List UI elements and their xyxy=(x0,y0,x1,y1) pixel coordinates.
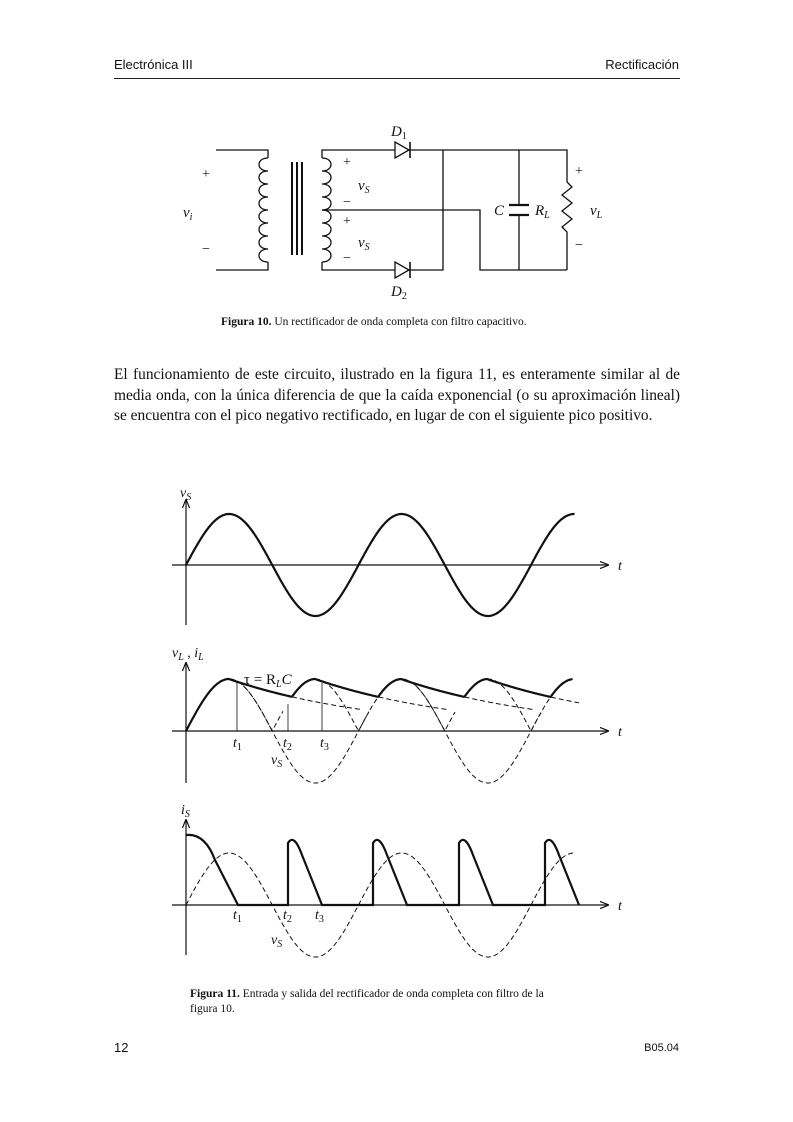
figure-11-caption-line1: Entrada y salida del rectificador de onda completa con filtro de la xyxy=(239,988,544,1000)
label-vs-top-plus: + xyxy=(343,155,351,170)
document-code: B05.04 xyxy=(644,1042,679,1054)
figure-11-caption-line2: figura 10. xyxy=(190,1003,235,1015)
plot2-t1: $t_1$ xyxy=(233,736,242,753)
label-vi: $v_i$ xyxy=(183,205,193,223)
header-left-title: Electrónica III xyxy=(114,57,193,72)
label-vl: $v_L$ xyxy=(590,203,603,221)
figure-10-caption-text: Un rectificador de onda completa con filtro capacitivo. xyxy=(271,316,527,328)
label-vl-minus: − xyxy=(575,238,583,253)
label-vs-bottom-plus: + xyxy=(343,214,351,229)
body-paragraph: El funcionamiento de este circuito, ilustrado en la figura 11, es enteramente similar al de media onda, con la única diferencia de que la caída exponencial (o su aproximación lineal) se encuentra con el pico negativo rectificado, en lugar de con el siguiente pico positivo. xyxy=(114,366,680,424)
plot3-t1: $t_1$ xyxy=(233,908,242,925)
plot2-tau-label: $\tau = R_LC$ xyxy=(244,672,292,690)
plot1-ylabel: $v_S$ xyxy=(180,486,192,503)
label-rl: $R_L$ xyxy=(535,203,550,221)
page-number: 12 xyxy=(114,1040,129,1055)
plot3-is-current-pulses xyxy=(186,835,579,905)
plot2-vs-label: $v_S$ xyxy=(271,753,283,770)
label-vs-top-minus: − xyxy=(343,195,351,210)
header-right-title: Rectificación xyxy=(605,57,679,72)
plot3-vs-label: $v_S$ xyxy=(271,933,283,950)
label-vs-top: $v_S$ xyxy=(358,178,370,196)
plot2-t-label: t xyxy=(618,725,622,740)
plot3-ylabel: $i_S$ xyxy=(181,803,190,820)
plot2-t3: $t_3$ xyxy=(320,736,329,753)
plot2-t2: $t_2$ xyxy=(283,736,292,753)
plot3-t-label: t xyxy=(618,899,622,914)
figure-11-caption-label: Figura 11. xyxy=(190,988,240,1000)
label-vl-plus: + xyxy=(575,164,583,179)
plot3-t3: $t_3$ xyxy=(315,908,324,925)
label-vs-bottom: $v_S$ xyxy=(358,235,370,253)
plot2-ylabel: $v_L$ , $i_L$ xyxy=(172,646,204,663)
label-vi-plus: + xyxy=(202,167,210,182)
figure-11-caption xyxy=(190,987,544,1017)
label-d2: $D_2$ xyxy=(391,284,407,302)
plot3-t2: $t_2$ xyxy=(283,908,292,925)
label-vs-bottom-minus: − xyxy=(343,251,351,266)
figure-10-caption-label: Figura 10. xyxy=(221,316,272,328)
label-vi-minus: − xyxy=(202,242,210,257)
label-c: C xyxy=(494,203,505,219)
plot1-t-label: t xyxy=(618,559,622,574)
label-d1: $D_1$ xyxy=(391,124,407,142)
